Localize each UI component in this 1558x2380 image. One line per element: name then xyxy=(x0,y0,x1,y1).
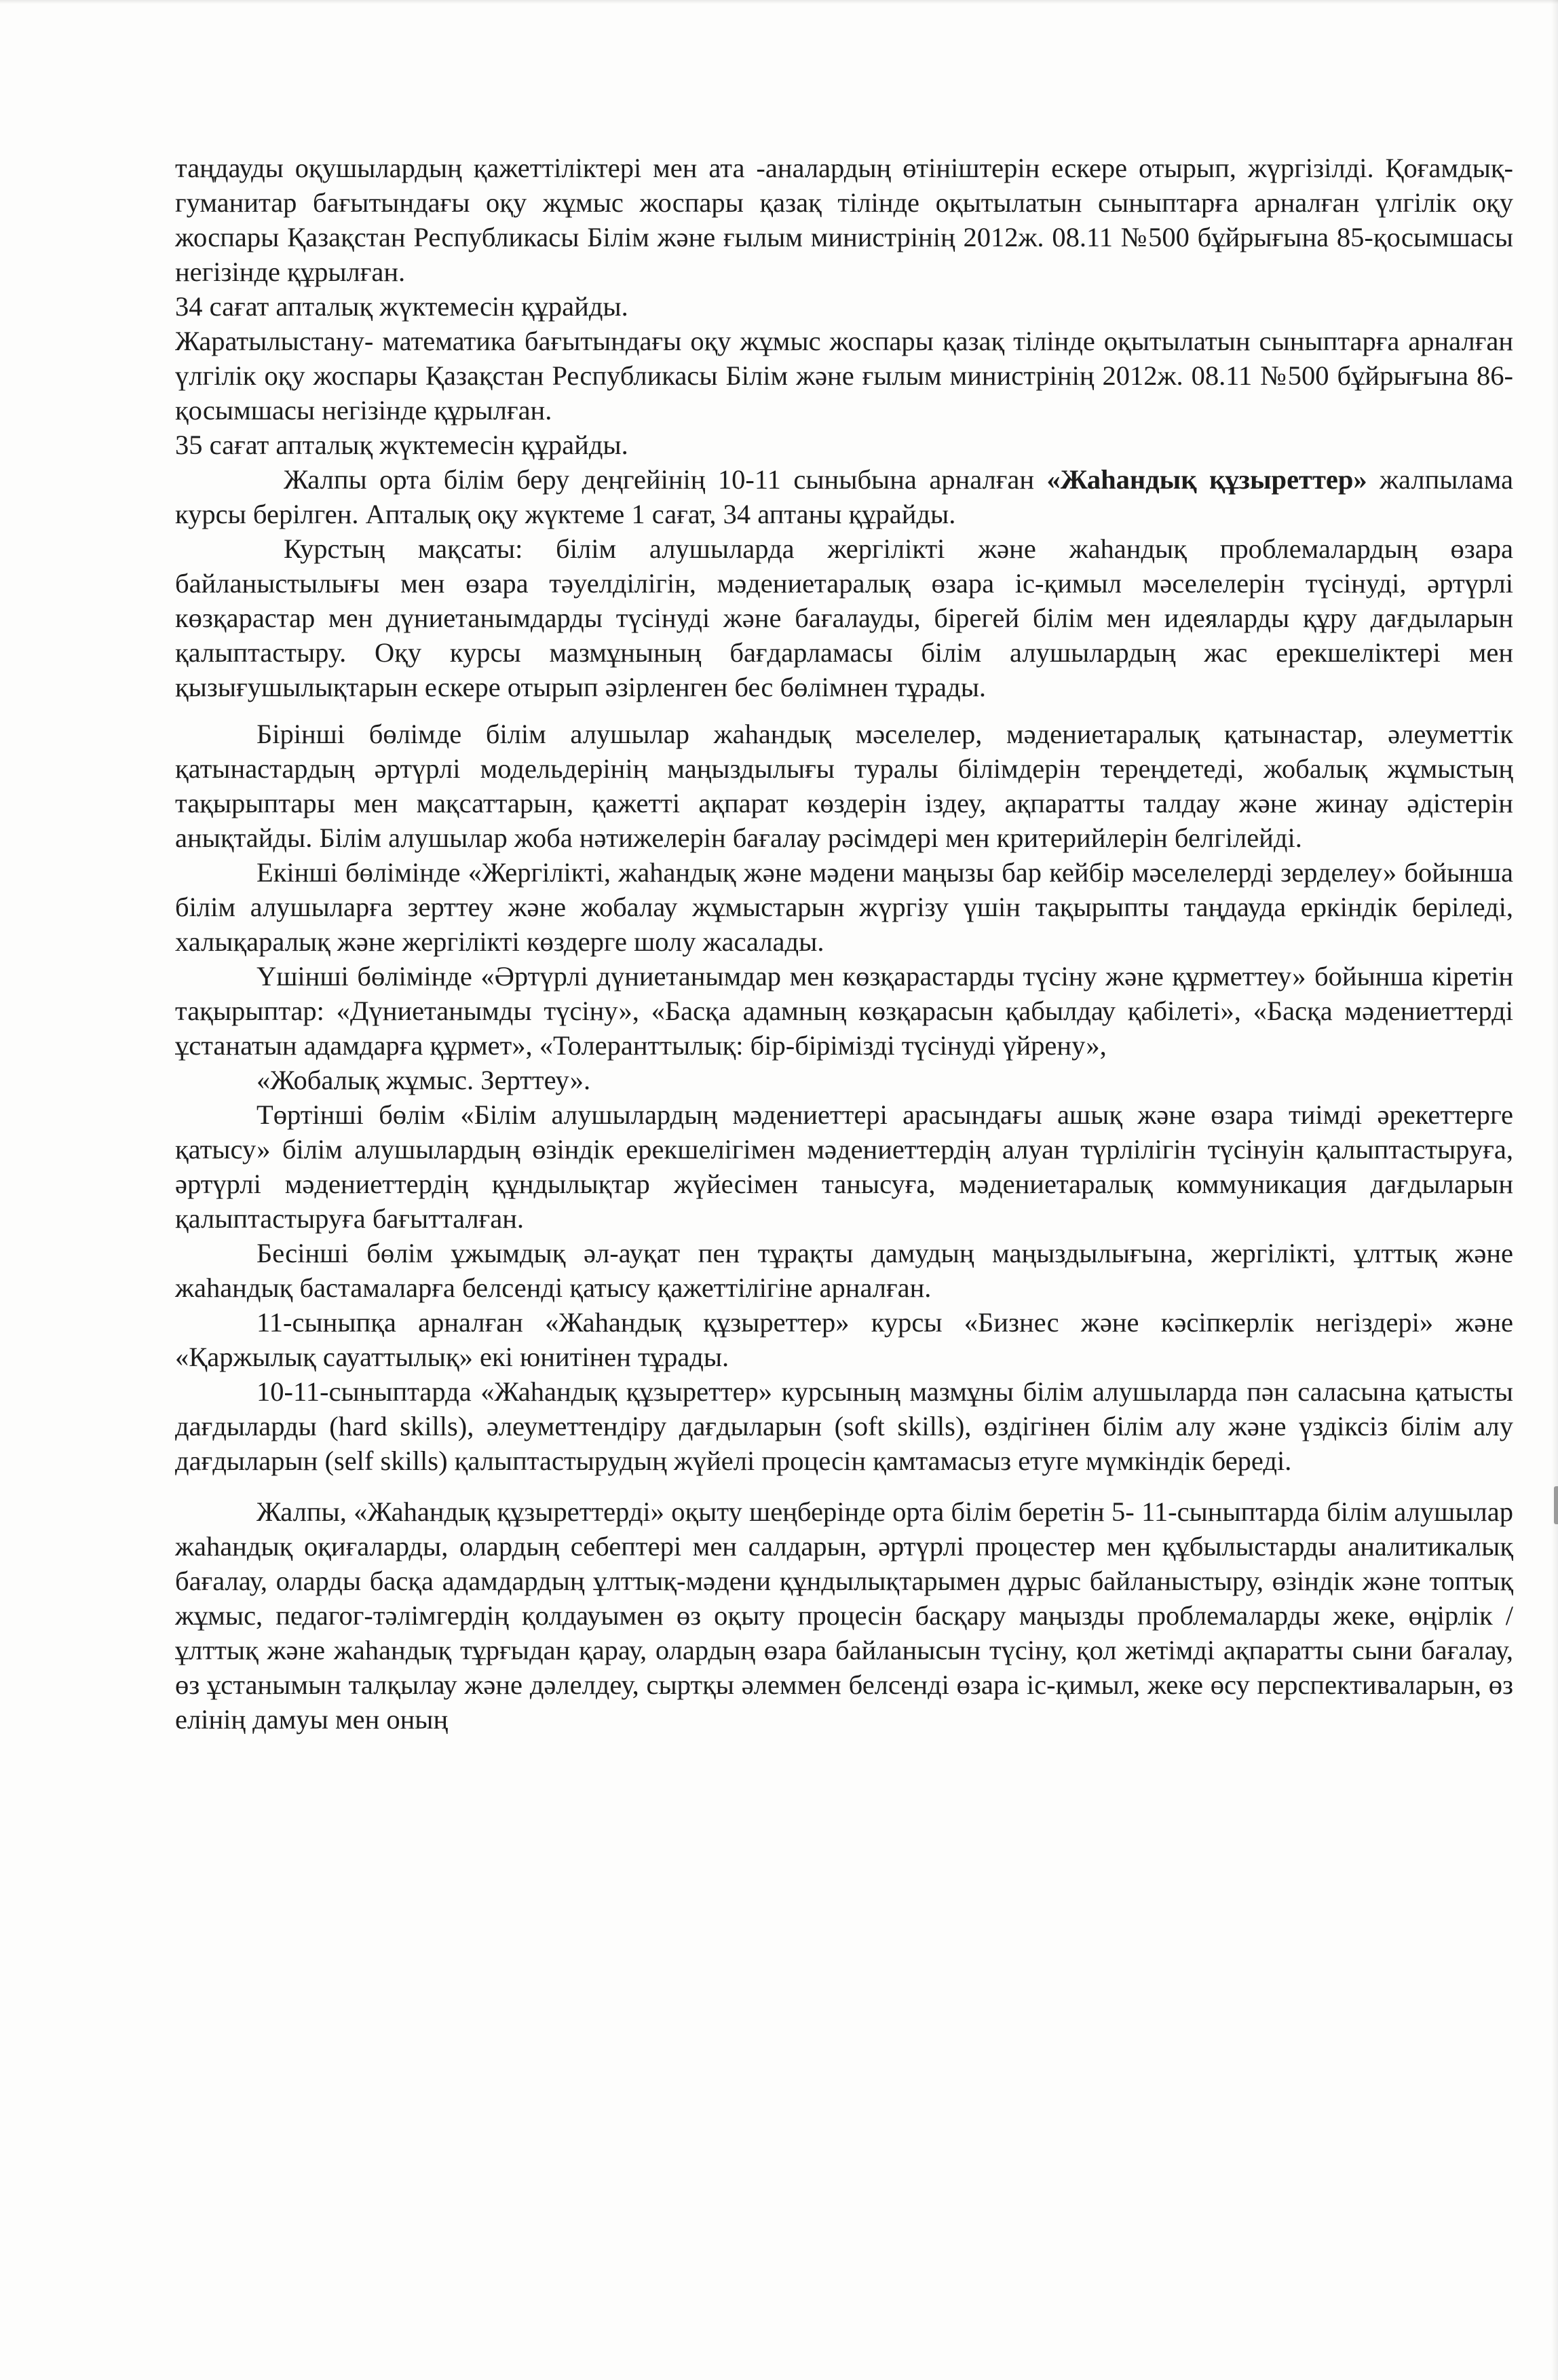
paragraph-6: Курстың мақсаты: білім алушыларда жергілікті және жаһандық проблемалардың өзара байланыстылығы мен өзара тәуелділігін, мәдениетаралық өзара іс-қимыл мәселелерін түсінуді, әртүрлі көзқарастар мен дүниетанымдарды түсінуді және бағалауды, бірегей білім мен идеяларды құру дағдыларын қалыптастыру. Оқу курсы мазмұнының бағдарламасы білім алушылардың жас ерекшеліктері мен қызығушылықтарын ескере отырып әзірленген бес бөлімнен тұрады. xyxy=(175,533,1513,702)
paragraph-5-lead: Жалпы орта білім беру деңгейінің 10-11 сыныбына арналған xyxy=(284,464,1047,495)
paragraph-3: Жаратылыстану- математика бағытындағы оқу жұмыс жоспары қазақ тілінде оқытылатын сыныптарға арналған үлгілік оқу жоспары Қазақстан Республикасы Білім және ғылым министрінің 2012ж. 08.11 №500 бұйрығына 86-қосымшасы негізінде құрылған. xyxy=(175,326,1513,426)
paragraph-11: Төртінші бөлім «Білім алушылардың мәдениеттері арасындағы ашық және өзара тиімді әрекеттерге қатысу» білім алушылардың өзіндік ерекшелігімен мәдениеттердің алуан түрлілігін түсінуін қалыптастыруға, әртүрлі мәдениеттердің құндылықтар жүйесімен танысуға, мәдениетаралық коммуникация дағдыларын қалыптастыруға бағытталған. xyxy=(175,1099,1513,1234)
paragraph-10: «Жобалық жұмыс. Зерттеу». xyxy=(256,1065,591,1095)
paragraph-5 xyxy=(175,462,1513,531)
paragraph-14: 10-11-сыныптарда «Жаhандық құзыреттер» курсының мазмұны білім алушыларда пән саласына қатысты дағдыларды (hard skills), әлеуметтендіру дағдыларын (soft skills), өздігінен білім алу және үздіксіз білім алу дағдыларын (self skills) қалыптастырудың жүйелі процесін қамтамасыз етуге мүмкіндік береді. xyxy=(175,1376,1513,1476)
paragraph-15: Жалпы, «Жаhандық құзыреттерді» оқыту шеңберінде орта білім беретін 5- 11-сыныптарда білім алушылар жаhандық оқиғаларды, олардың себептері мен салдарын, әртүрлі процестер мен құбылыстарды аналитикалық бағалау, оларды басқа адамдардың ұлттық-мәдени құндылықтарымен дұрыс байланыстыру, өзіндік және топтық жұмыс, педагог-тәлімгердің қолдауымен өз оқыту процесін басқару маңызды проблемаларды жеке, өңірлік / ұлттық және жаhандық тұрғыдан қарау, олардың өзара байланысын түсіну, қол жетімді ақпаратты сыни бағалау, өз ұстанымын талқылау және дәлелдеу, сыртқы әлеммен белсенді өзара іс-қимыл, жеке өсу перспективаларын, өз елінің дамуы мен оның xyxy=(175,1496,1513,1735)
scan-top-shadow xyxy=(0,0,1558,4)
paragraph-9: Үшінші бөлімінде «Әртүрлі дүниетанымдар мен көзқарастарды түсіну және құрметтеу» бойынша кіретін тақырыптар: «Дүниетанымды түсіну», «Басқа адамның көзқарасын қабылдау қабілеті», «Басқа мәдениеттерді ұстанатын адамдарға құрмет», «Толеранттылық: бір-бірімізді түсінуді үйрену», xyxy=(175,961,1513,1061)
paragraph-12: Бесінші бөлім ұжымдық әл-ауқат пен тұрақты дамудың маңыздылығына, жергілікті, ұлттық және жаhандық бастамаларға белсенді қатысу қажеттілігіне арналған. xyxy=(175,1238,1513,1303)
paragraph-2: 34 сағат апталық жүктемесін құрайды. xyxy=(175,291,628,322)
scan-edge-shadow xyxy=(1551,0,1558,2380)
paragraph-5-tail: жалпылама курсы берілген. Апталық оқу жүктеме 1 сағат, 34 аптаны құрайды. xyxy=(175,464,1513,529)
course-name-bold: «Жаhандық құзыреттер» xyxy=(1046,464,1367,495)
paragraph-13: 11-сыныпқа арналған «Жаhандық құзыреттер» курсы «Бизнес және кәсіпкерлік негіздері» және «Қаржылық сауаттылық» екі юнитінен тұрады. xyxy=(175,1307,1513,1372)
document-body xyxy=(175,151,1513,1737)
scan-edge-mark xyxy=(1554,1486,1558,1524)
paragraph-8: Екінші бөлімінде «Жергілікті, жаhандық және мәдени маңызы бар кейбір мәселелерді зерделеу» бойынша білім алушыларға зерттеу және жобалау жұмыстарын жүргізу үшін тақырыпты таңдауда еркіндік беріледі, халықаралық және жергілікті көздерге шолу жасалады. xyxy=(175,857,1513,957)
paragraph-4: 35 сағат апталық жүктемесін құрайды. xyxy=(175,430,628,460)
paragraph-1: таңдауды оқушылардың қажеттіліктері мен ата -аналардың өтініштерін ескере отырып, жүргізілді. Қоғамдық-гуманитар бағытындағы оқу жұмыс жоспары қазақ тілінде оқытылатын сыныптарға арналған үлгілік оқу жоспары Қазақстан Республикасы Білім және ғылым министрінің 2012ж. 08.11 №500 бұйрығына 85-қосымшасы негізінде құрылған. xyxy=(175,153,1513,287)
paragraph-7: Бірінші бөлімде білім алушылар жаhандық мәселелер, мәдениетаралық қатынастар, әлеуметтік қатынастардың әртүрлі модельдерінің маңыздылығы туралы білімдерін тереңдетеді, жобалық жұмыстың тақырыптары мен мақсаттарын, қажетті ақпарат көздерін іздеу, ақпаратты талдау және жинау әдістерін анықтайды. Білім алушылар жоба нәтижелерін бағалау рәсімдері мен критерийлерін белгілейді. xyxy=(175,719,1513,853)
